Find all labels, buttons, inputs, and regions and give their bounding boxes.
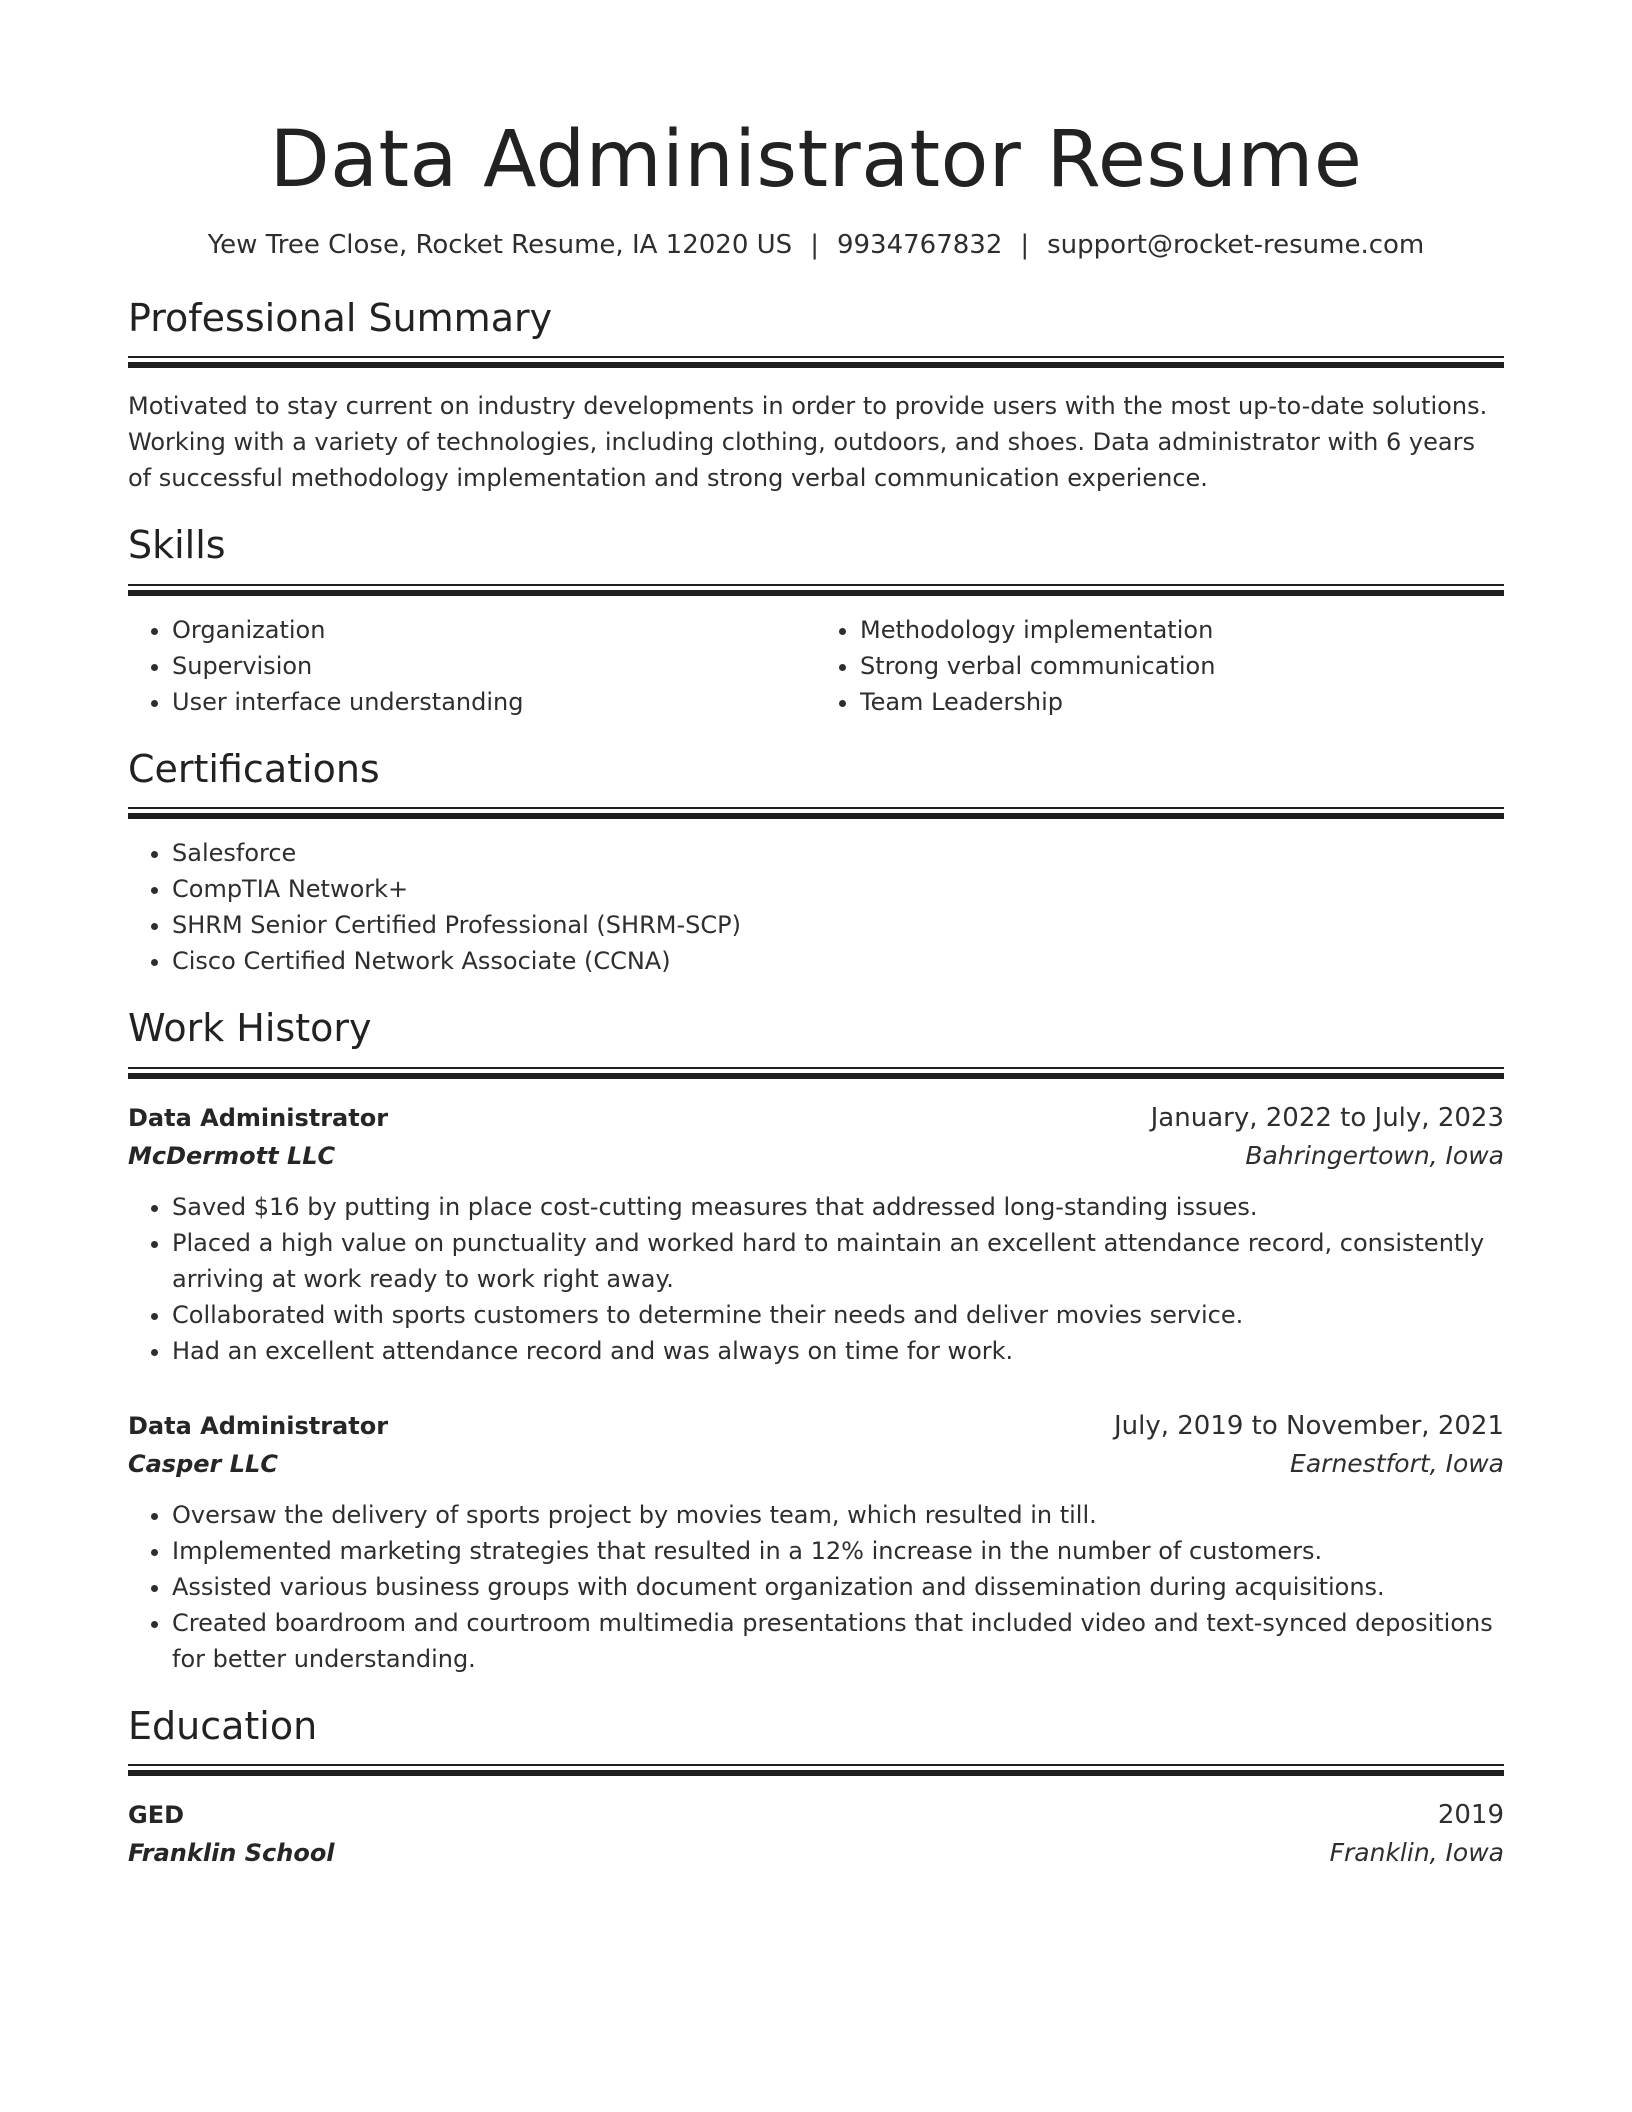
page-title: Data Administrator Resume xyxy=(269,115,1363,205)
job-header-row xyxy=(128,1099,1504,1137)
contact-phone: 9934767832 xyxy=(836,229,1003,260)
job-dates: July, 2019 to November, 2021 xyxy=(1113,1410,1504,1441)
contact-address: Yew Tree Close, Rocket Resume, IA 12020 US xyxy=(207,229,793,260)
job-bullets xyxy=(128,1189,1504,1369)
job-company-row xyxy=(128,1137,1504,1175)
education-year: 2019 xyxy=(1437,1800,1504,1831)
skills-section xyxy=(128,522,1504,720)
certifications-section xyxy=(128,746,1504,980)
job-company-row xyxy=(128,1445,1504,1483)
skills-heading: Skills xyxy=(128,523,226,568)
job-bullet: • Collaborated with sports customers to determine their needs and deliver movies service. xyxy=(172,1297,1504,1333)
certifications-heading: Certifications xyxy=(128,746,380,791)
education-entry xyxy=(128,1796,1504,1872)
job-bullets xyxy=(128,1497,1504,1677)
job-entry xyxy=(128,1099,1504,1369)
education-header-row xyxy=(128,1796,1504,1834)
job-location: Earnestfort, Iowa xyxy=(1290,1448,1504,1478)
skill-item: • Organization xyxy=(172,612,816,648)
job-header-row xyxy=(128,1407,1504,1445)
certification-item: • SHRM Senior Certified Professional (SHRM-SCP) xyxy=(172,907,1504,943)
skill-item: • Supervision xyxy=(172,648,816,684)
summary-heading: Professional Summary xyxy=(128,295,553,340)
job-dates: January, 2022 to July, 2023 xyxy=(1150,1102,1504,1133)
skills-grid xyxy=(128,612,1504,720)
certification-item: • CompTIA Network+ xyxy=(172,871,1504,907)
work-history-heading: Work History xyxy=(128,1006,372,1051)
work-history-section xyxy=(128,1005,1504,1677)
skills-list-left xyxy=(128,612,816,720)
contact-email: support@rocket-resume.com xyxy=(1047,229,1425,260)
education-location: Franklin, Iowa xyxy=(1329,1838,1504,1868)
section-divider xyxy=(128,584,1504,596)
job-title: Data Administrator xyxy=(128,1103,389,1132)
section-divider xyxy=(128,1764,1504,1776)
summary-text: Motivated to stay current on industry developments in order to provide users with the most up-to-date solutions. Working with a variety of technologies, including clothing, outdoors, and shoes. Data administrator with 6 years of successful methodology implementation and strong verbal communication experience. xyxy=(128,392,1488,493)
skill-item: • Methodology implementation xyxy=(860,612,1504,648)
education-school: Franklin School xyxy=(128,1839,335,1868)
skills-list-right xyxy=(816,612,1504,720)
job-bullet: • Created boardroom and courtroom multimedia presentations that included video and text-synced depositions for better understanding. xyxy=(172,1605,1504,1677)
job-company: Casper LLC xyxy=(128,1449,278,1478)
certifications-list xyxy=(128,835,1504,979)
education-section xyxy=(128,1703,1504,1873)
education-school-row xyxy=(128,1834,1504,1872)
summary-section xyxy=(128,295,1504,497)
job-bullet: • Had an excellent attendance record and was always on time for work. xyxy=(172,1333,1504,1369)
job-bullet: • Oversaw the delivery of sports project by movies team, which resulted in till. xyxy=(172,1497,1504,1533)
job-bullet: • Implemented marketing strategies that resulted in a 12% increase in the number of customers. xyxy=(172,1533,1504,1569)
certification-item: • Salesforce xyxy=(172,835,1504,871)
skill-item: • Strong verbal communication xyxy=(860,648,1504,684)
contact-line xyxy=(128,230,1504,261)
skill-item: • User interface understanding xyxy=(172,684,816,720)
job-company: McDermott LLC xyxy=(128,1141,336,1170)
education-heading: Education xyxy=(128,1703,318,1748)
section-divider xyxy=(128,1067,1504,1079)
certification-item: • Cisco Certified Network Associate (CCNA) xyxy=(172,943,1504,979)
job-entry xyxy=(128,1407,1504,1677)
education-degree: GED xyxy=(128,1801,185,1830)
job-location: Bahringertown, Iowa xyxy=(1245,1140,1504,1170)
contact-separator: | xyxy=(1020,229,1030,260)
contact-separator: | xyxy=(810,229,819,260)
job-bullet: • Assisted various business groups with document organization and dissemination during acquisitions. xyxy=(172,1569,1504,1605)
section-divider xyxy=(128,807,1504,819)
job-bullet: • Saved $16 by putting in place cost-cutting measures that addressed long-standing issues. xyxy=(172,1189,1504,1225)
job-title: Data Administrator xyxy=(128,1411,389,1440)
section-divider xyxy=(128,356,1504,368)
skill-item: • Team Leadership xyxy=(860,684,1504,720)
job-bullet: • Placed a high value on punctuality and worked hard to maintain an excellent attendance record, consistently arriving at work ready to work right away. xyxy=(172,1225,1504,1297)
